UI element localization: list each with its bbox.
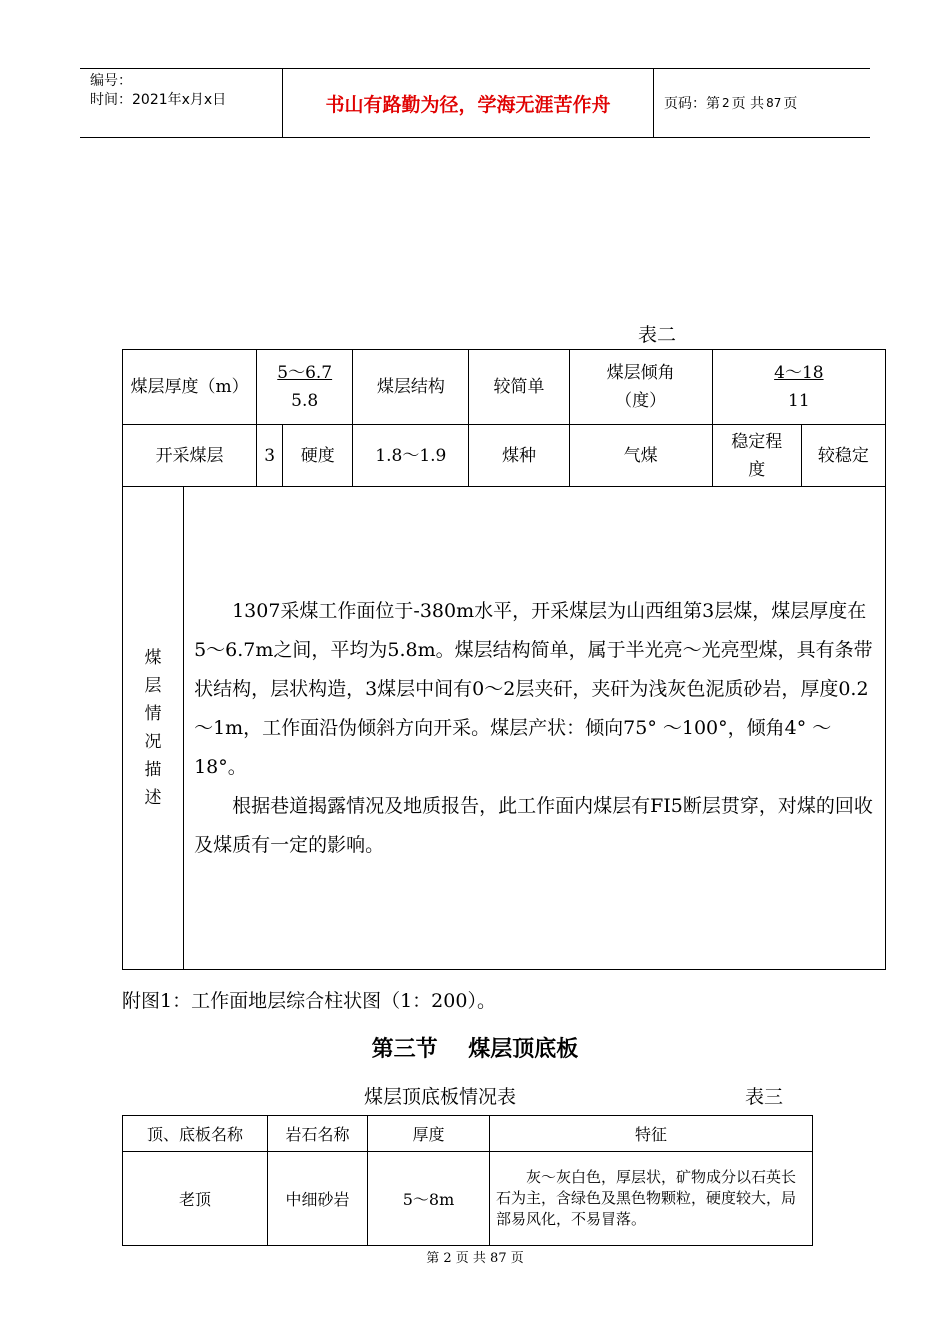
stability-label: 稳定程度	[712, 425, 801, 487]
hardness-label: 硬度	[283, 425, 353, 487]
row-name: 老顶	[123, 1152, 268, 1246]
header-cell-rock: 岩石名称	[268, 1116, 368, 1152]
row-rock: 中细砂岩	[268, 1152, 368, 1246]
page-mid: 页 共	[731, 96, 765, 112]
roof-floor-table	[122, 1115, 813, 1246]
dip-average: 11	[788, 391, 810, 411]
coal-seam-table	[122, 349, 886, 970]
thickness-average: 5.8	[291, 391, 319, 411]
table-row	[123, 1152, 813, 1246]
dip-label: 煤层倾角（度）	[569, 350, 712, 425]
description-paragraph-2: 根据巷道揭露情况及地质报告，此工作面内煤层有FI5断层贯穿，对煤的回收及煤质有一定的影响。	[194, 794, 873, 856]
seam-label: 开采煤层	[123, 425, 257, 487]
stability-value: 较稳定	[801, 425, 885, 487]
coal-type-label: 煤种	[469, 425, 569, 487]
header-meta	[80, 69, 282, 137]
description-label	[123, 487, 184, 970]
row-feature-text: 灰～灰白色，厚层状，矿物成分以石英长石为主，含绿色及黑色物颗粒，硬度较大，局部易风化，不易冒落。	[496, 1168, 797, 1228]
thickness-value	[257, 350, 353, 425]
document-time: 时间：2021年x月x日	[90, 92, 227, 108]
structure-value: 较简单	[469, 350, 569, 425]
description-paragraph-1: 1307采煤工作面位于-380m水平，开采煤层为山西组第3层煤，煤层厚度在5～6.7m之间，平均为5.8m。煤层结构简单，属于半光亮～光亮型煤，具有条带状结构，层状构造，3煤层中间有0～2层夹矸，夹矸为浅灰色泥质砂岩，厚度0.2～1m，工作面沿伪倾斜方向开采。煤层产状：倾向75° ～100°，倾角4° ～18°。	[194, 599, 873, 778]
table3-label: 表三	[745, 1086, 784, 1108]
page-header	[80, 68, 870, 138]
figure-note: 附图1：工作面地层综合柱状图（1：200）。	[122, 990, 496, 1012]
page-suffix: 页	[783, 96, 798, 112]
row-feature	[490, 1152, 813, 1246]
page-prefix: 页码：第	[664, 96, 720, 112]
row-thickness: 5～8m	[368, 1152, 490, 1246]
thickness-range: 5～6.7	[277, 363, 333, 383]
header-cell-feature: 特征	[490, 1116, 813, 1152]
section-title: 第三节 煤层顶底板	[371, 1037, 579, 1062]
header-page-info	[654, 69, 870, 137]
dip-range: 4～18	[774, 363, 824, 383]
header-cell-name: 顶、底板名称	[123, 1116, 268, 1152]
document-number-label: 编号：	[90, 73, 132, 89]
thickness-label: 煤层厚度（m）	[123, 350, 257, 425]
page-total: 87	[766, 96, 782, 110]
structure-label: 煤层结构	[353, 350, 469, 425]
description-content	[184, 487, 886, 970]
page-current: 2	[722, 96, 730, 110]
dip-value	[712, 350, 885, 425]
coal-type-value: 气煤	[569, 425, 712, 487]
seam-value: 3	[257, 425, 283, 487]
table2-label: 表二	[638, 324, 677, 346]
header-cell-thickness: 厚度	[368, 1116, 490, 1152]
description-label-text: 煤层情况描述	[144, 648, 162, 808]
header-motto: 书山有路勤为径，学海无涯苦作舟	[282, 69, 654, 137]
page-footer: 第 2 页 共 87 页	[426, 1251, 524, 1266]
table3-caption: 煤层顶底板情况表	[364, 1086, 517, 1108]
hardness-value: 1.8～1.9	[353, 425, 469, 487]
